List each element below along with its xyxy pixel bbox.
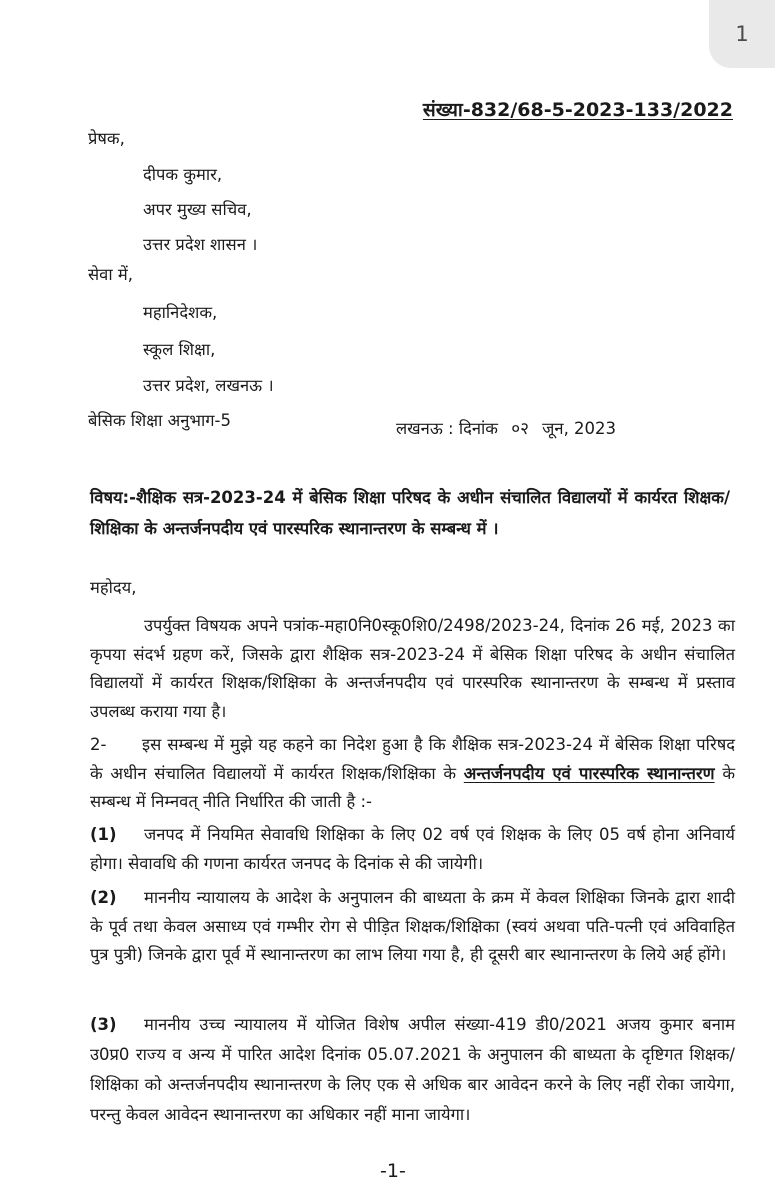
point-2-text: माननीय न्यायालय के आदेश के अनुपालन की बाध्यता के क्रम में केवल शिक्षिका जिनके द्वारा शादी के पूर्व तथा केवल असाध्य एवं गम्भीर रोग से पीड़ित शिक्षक/शिक्षिका (स्वयं अथवा पति-पत्नी एवं अविवाहित पुत्र पुत्री) जिनके द्वारा पूर्व में स्थानान्तरण का लाभ लिया गया है, ही दूसरी बार स्थानान्तरण के लिये अर्ह होंगे।	[90, 888, 735, 964]
place-date	[396, 416, 616, 439]
point-2-number: (2)	[90, 888, 117, 907]
paragraph-2-text-after: के सम्बन्ध में निम्नवत् नीति निर्धारित की जाती है :-	[90, 763, 735, 811]
salutation: महोदय,	[90, 578, 137, 597]
recipient-place: उत्तर प्रदेश, लखनऊ ।	[143, 376, 274, 395]
paragraph-2-emphasis: अन्तर्जनपदीय एवं पारस्परिक स्थानान्तरण	[463, 763, 715, 783]
sender-label: प्रेषक,	[88, 129, 125, 148]
point-2	[90, 884, 735, 970]
recipient-department: स्कूल शिक्षा,	[143, 340, 216, 359]
place-date-prefix: लखनऊ : दिनांक	[396, 419, 498, 438]
intro-paragraph-text: उपर्युक्त विषयक अपने पत्रांक-महा0नि0स्कू0शि0/2498/2023-24, दिनांक 26 मई, 2023 का कृपया संदर्भ ग्रहण करें, जिसके द्वारा शैक्षिक सत्र-2023-24 में बेसिक शिक्षा परिषद के अधीन संचालित विद्यालयों में कार्यरत शिक्षक/शिक्षिका के अन्तर्जनपदीय एवं पारस्परिक स्थानान्तरण के सम्बन्ध में प्रस्ताव उपलब्ध कराया गया है।	[90, 616, 735, 721]
sender-name: दीपक कुमार,	[143, 165, 223, 184]
recipient-designation: महानिदेशक,	[143, 303, 218, 322]
section-name: बेसिक शिक्षा अनुभाग-5	[88, 411, 231, 430]
point-1-number: (1)	[90, 825, 117, 844]
reference-number: संख्या-832/68-5-2023-133/2022	[422, 99, 733, 121]
intro-paragraph	[90, 612, 735, 726]
point-1-text: जनपद में नियमित सेवावधि शिक्षिका के लिए 02 वर्ष एवं शिक्षक के लिए 05 वर्ष होना अनिवार्य होगा। सेवावधि की गणना कार्यरत जनपद के दिनांक से की जायेगी।	[90, 825, 735, 873]
page-number: 1	[735, 22, 749, 46]
sender-office: उत्तर प्रदेश शासन ।	[143, 235, 258, 254]
place-date-month-year: जून, 2023	[542, 419, 617, 438]
recipient-label: सेवा में,	[88, 265, 133, 284]
subject-line: विषय:-शैक्षिक सत्र-2023-24 में बेसिक शिक्षा परिषद के अधीन संचालित विद्यालयों में कार्यरत शिक्षक/शिक्षिका के अन्तर्जनपदीय एवं पारस्परिक स्थानान्तरण के सम्बन्ध में ।	[90, 488, 730, 538]
paragraph-2	[90, 731, 735, 817]
point-3-number: (3)	[90, 1015, 117, 1034]
point-1	[90, 821, 735, 878]
point-3-text: माननीय उच्च न्यायालय में योजित विशेष अपील संख्या-419 डी0/2021 अजय कुमार बनाम उ0प्र0 राज्य व अन्य में पारित आदेश दिनांक 05.07.2021 के अनुपालन की बाध्यता के दृष्टिगत शिक्षक/शिक्षिका को अन्तर्जनपदीय स्थानान्तरण के लिए एक से अधिक बार आवेदन करने के लिए नहीं रोका जायेगा, परन्तु केवल आवेदन स्थानान्तरण का अधिकार नहीं माना जायेगा।	[90, 1015, 735, 1124]
paragraph-2-text-before: इस सम्बन्ध में मुझे यह कहने का निदेश हुआ है कि शैक्षिक सत्र-2023-24 में बेसिक शिक्षा परिषद के अधीन संचालित विद्यालयों में कार्यरत शिक्षक/शिक्षिका के	[90, 735, 735, 783]
handwritten-day: ०२	[511, 419, 529, 439]
footer-page-number: -1-	[380, 1160, 406, 1182]
paragraph-2-number: 2-	[90, 735, 107, 754]
page-number-badge	[709, 0, 775, 68]
sender-designation: अपर मुख्य सचिव,	[143, 200, 252, 219]
point-3	[90, 1010, 735, 1130]
